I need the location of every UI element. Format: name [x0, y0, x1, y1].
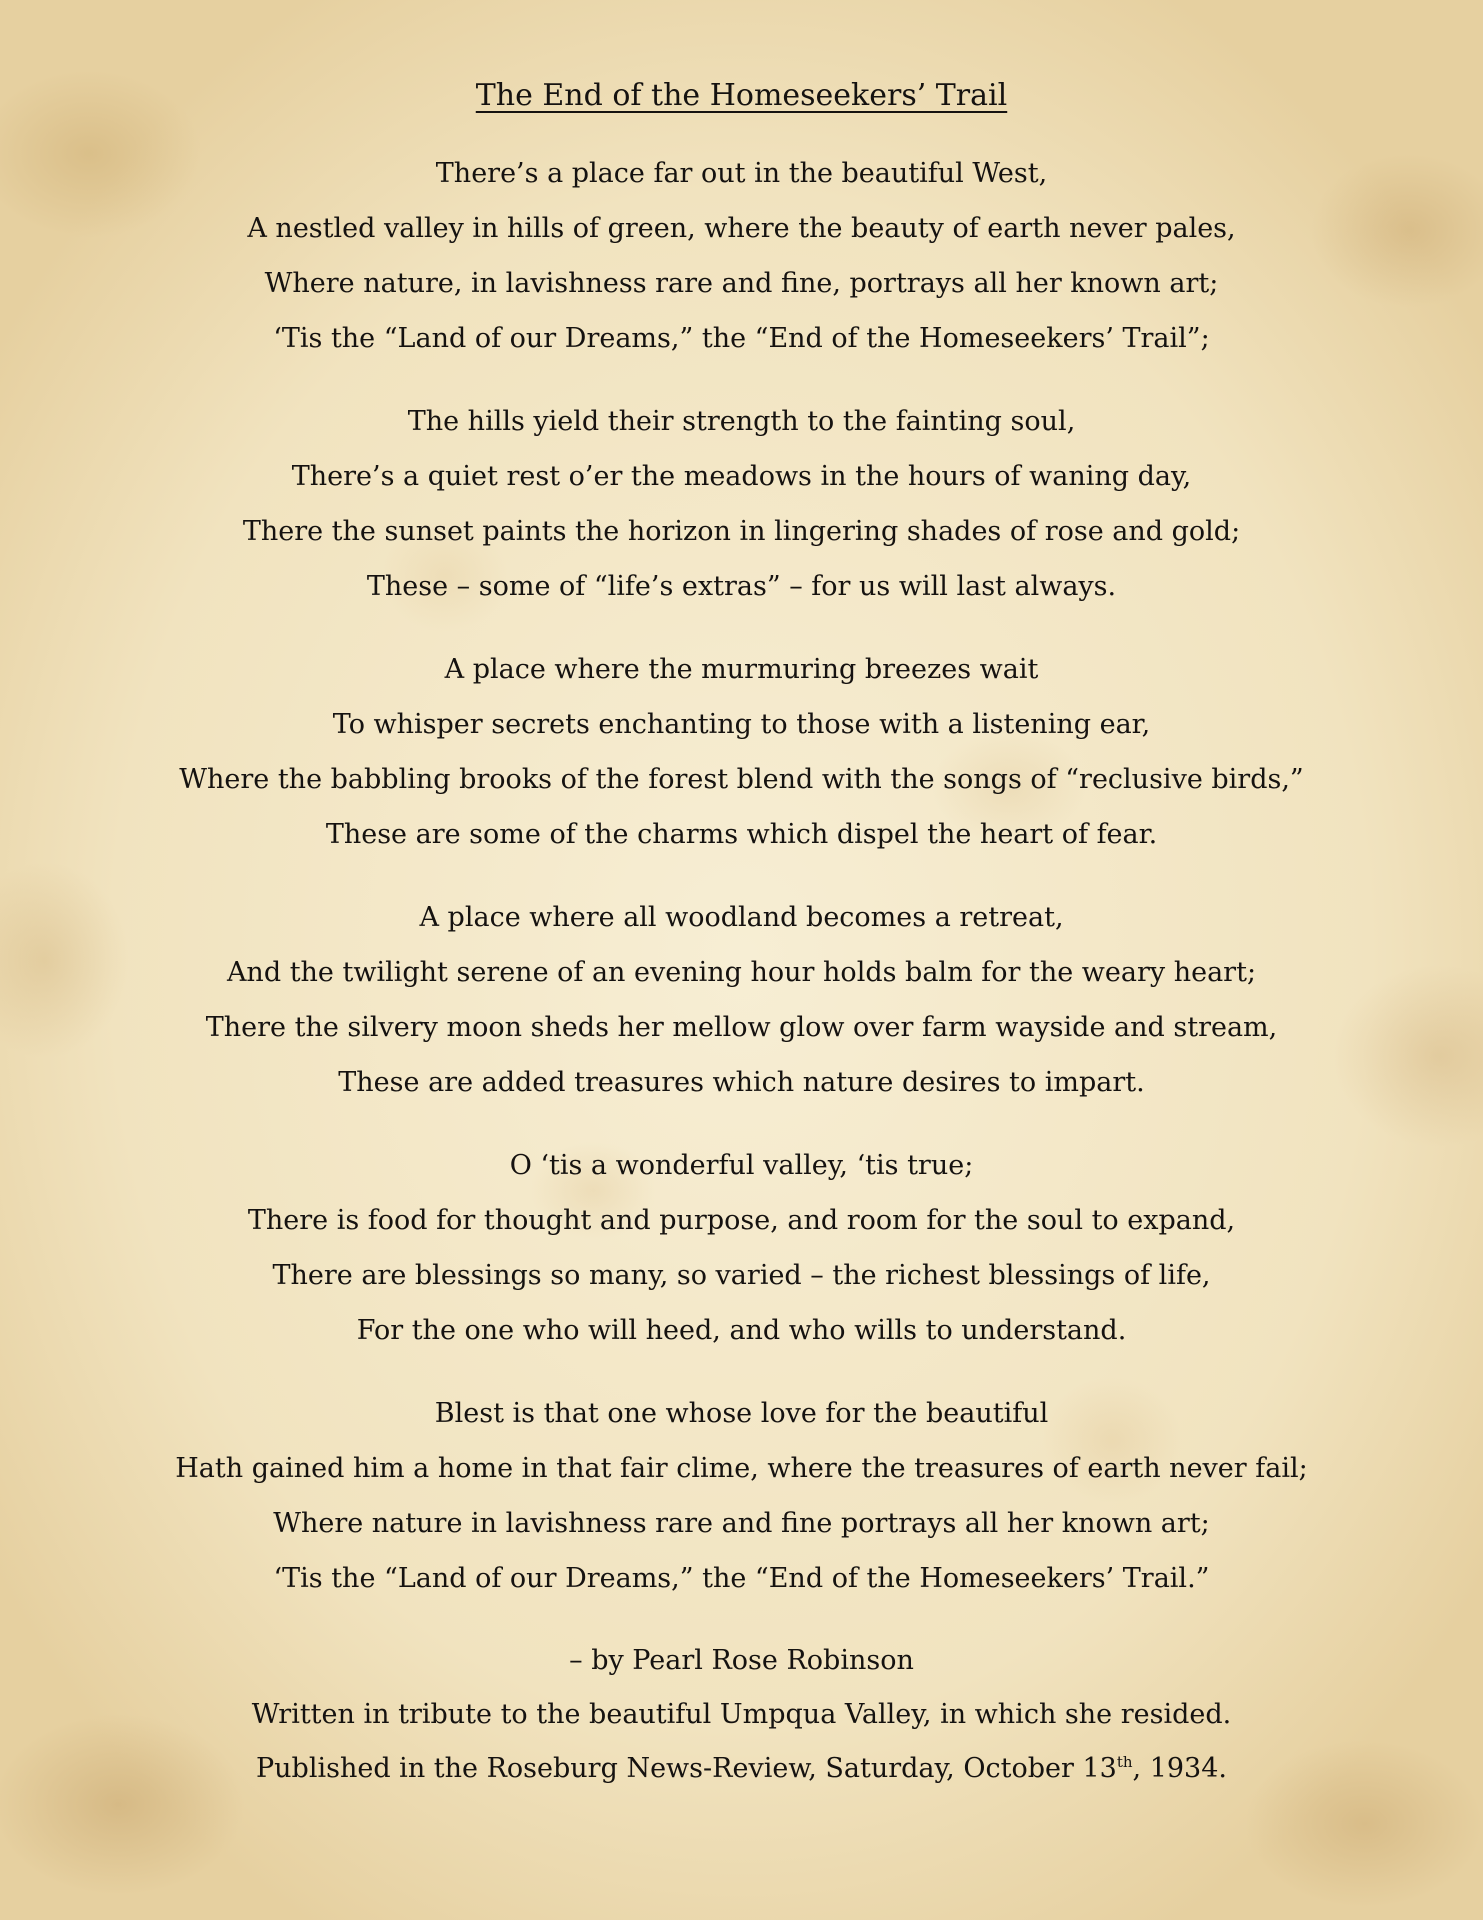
poem-line: Blest is that one whose love for the beautiful [434, 1398, 1049, 1429]
publication-note-text: Published in the Roseburg News-Review, Saturday, October 13 [255, 1753, 1117, 1784]
stanza-3 [0, 614, 1483, 862]
stanza-5 [0, 1110, 1483, 1358]
poem-line: Hath gained him a home in that fair clime, where the treasures of earth never fail; [175, 1453, 1308, 1484]
poem-line: ‘Tis the “Land of our Dreams,” the “End of the Homeseekers’ Trail.” [273, 1563, 1210, 1594]
poem-line: There are blessings so many, so varied – the richest blessings of life, [272, 1260, 1211, 1291]
poem-line: These – some of “life’s extras” – for us will last always. [366, 571, 1117, 602]
poem-line: The hills yield their strength to the fainting soul, [407, 406, 1076, 437]
poem-line: Where the babbling brooks of the forest blend with the songs of “reclusive birds,” [179, 764, 1304, 795]
stanza-6 [0, 1358, 1483, 1606]
poem-line: A nestled valley in hills of green, where the beauty of earth never pales, [247, 213, 1236, 244]
poem-line: There is food for thought and purpose, and room for the soul to expand, [247, 1205, 1236, 1236]
poem-line: ‘Tis the “Land of our Dreams,” the “End of the Homeseekers’ Trail”; [273, 323, 1210, 354]
poem-line: There the sunset paints the horizon in lingering shades of rose and gold; [242, 516, 1241, 547]
poem-line: There’s a place far out in the beautiful West, [435, 158, 1048, 189]
poem-line: For the one who will heed, and who wills to understand. [356, 1315, 1127, 1346]
poem-line: There the silvery moon sheds her mellow glow over farm wayside and stream, [205, 1012, 1278, 1043]
stanza-1 [0, 118, 1483, 366]
poem-line: O ‘tis a wonderful valley, ‘tis true; [509, 1150, 974, 1181]
publication-note [0, 1742, 1483, 1796]
poem-line: Where nature in lavishness rare and fine portrays all her known art; [273, 1508, 1210, 1539]
poem-line: To whisper secrets enchanting to those with a listening ear, [332, 709, 1151, 740]
tribute-note: Written in tribute to the beautiful Umpqua Valley, in which she resided. [251, 1699, 1232, 1730]
date-ordinal-suffix: th [1116, 1753, 1133, 1771]
poem-line: These are added treasures which nature desires to impart. [338, 1067, 1145, 1098]
attribution-block [0, 1606, 1483, 1796]
poem-line: A place where the murmuring breezes wait [444, 654, 1039, 685]
author-byline: – by Pearl Rose Robinson [569, 1645, 914, 1676]
stanza-2 [0, 366, 1483, 614]
poem-line: Where nature, in lavishness rare and fine, portrays all her known art; [264, 268, 1219, 299]
stanza-4 [0, 862, 1483, 1110]
poem-title [0, 74, 1483, 118]
poem-line: And the twilight serene of an evening hour holds balm for the weary heart; [226, 957, 1257, 988]
publication-year: , 1934. [1132, 1753, 1227, 1784]
poem-line: There’s a quiet rest o’er the meadows in the hours of waning day, [291, 461, 1192, 492]
poem-line: These are some of the charms which dispel the heart of fear. [325, 819, 1158, 850]
poem-document [0, 74, 1483, 1796]
poem-line: A place where all woodland becomes a retreat, [419, 902, 1064, 933]
poem-title-text: The End of the Homeseekers’ Trail [475, 78, 1008, 113]
